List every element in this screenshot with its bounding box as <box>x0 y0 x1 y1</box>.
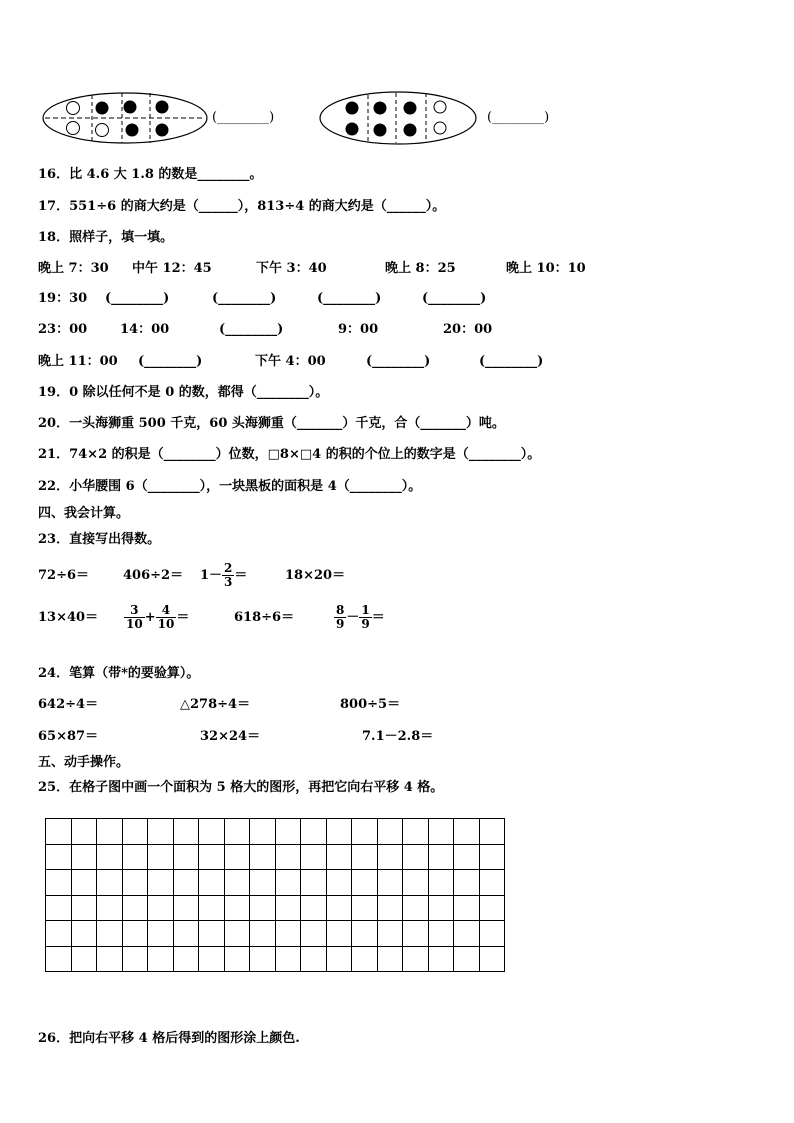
grid-cell[interactable] <box>301 895 327 921</box>
grid-cell[interactable] <box>199 819 225 845</box>
grid-cell[interactable] <box>224 844 250 870</box>
grid-cell[interactable] <box>122 946 148 972</box>
grid-cell[interactable] <box>275 870 301 896</box>
fraction-denominator: 9 <box>336 617 345 631</box>
grid-cell[interactable] <box>326 870 352 896</box>
grid-cell[interactable] <box>71 895 97 921</box>
grid-cell[interactable] <box>479 895 505 921</box>
q18-row1-c5: 晚上 10：10 <box>506 261 586 276</box>
grid-row <box>46 946 505 972</box>
grid-cell[interactable] <box>275 921 301 947</box>
q23-c-prefix: 1－ <box>200 568 223 583</box>
grid-cell[interactable] <box>122 921 148 947</box>
q20-text: 20．一头海狮重 500 千克，60 头海狮重（_______）千克，合（_______）吨。 <box>38 416 505 431</box>
grid-cell[interactable] <box>46 844 72 870</box>
grid-cell[interactable] <box>352 844 378 870</box>
grid-cell[interactable] <box>148 844 174 870</box>
grid-cell[interactable] <box>224 921 250 947</box>
grid-cell[interactable] <box>377 895 403 921</box>
q21-text: 21．74×2 的积是（________）位数，□8×□4 的积的个位上的数字是（________）。 <box>38 447 541 462</box>
q24-item-d: 65×87＝ <box>38 729 99 744</box>
grid-cell[interactable] <box>71 844 97 870</box>
q23-item-c <box>200 554 247 598</box>
grid-cell[interactable] <box>122 895 148 921</box>
grid-cell[interactable] <box>403 819 429 845</box>
grid-cell[interactable] <box>199 844 225 870</box>
grid-cell[interactable] <box>148 921 174 947</box>
q24-title: 24．笔算（带*的要验算）。 <box>38 666 200 681</box>
section-4-heading: 四、我会计算。 <box>38 506 130 521</box>
plus-sign: + <box>144 610 156 625</box>
q23-item-b: 406÷2＝ <box>123 568 184 583</box>
fraction-denominator: 3 <box>224 575 233 589</box>
grid-cell[interactable] <box>46 870 72 896</box>
grid-cell[interactable] <box>250 946 276 972</box>
grid-cell[interactable] <box>454 870 480 896</box>
dot-oval-figure-left <box>40 90 210 150</box>
grid-cell[interactable] <box>428 819 454 845</box>
grid-cell[interactable] <box>428 870 454 896</box>
fraction-denominator: 10 <box>126 617 143 631</box>
q18-row2-c1: 19：30 <box>38 291 88 306</box>
q18-row3-c2: 14：00 <box>120 322 170 337</box>
grid-cell[interactable] <box>250 921 276 947</box>
q18-row3-blank[interactable]: (________) <box>219 322 284 337</box>
grid-cell[interactable] <box>71 870 97 896</box>
grid-cell[interactable] <box>454 819 480 845</box>
q18-row4-c3: 下午 4：00 <box>255 354 326 369</box>
grid-cell[interactable] <box>326 844 352 870</box>
fraction-numerator: 4 <box>156 604 177 618</box>
grid-cell[interactable] <box>199 946 225 972</box>
fraction-four-tenths <box>156 604 177 631</box>
grid-row <box>46 921 505 947</box>
q23-item-d: 18×20＝ <box>285 568 346 583</box>
q23-c-equals: ＝ <box>234 568 248 583</box>
grid-cell[interactable] <box>479 819 505 845</box>
grid-cell[interactable] <box>97 946 123 972</box>
grid-cell[interactable] <box>148 895 174 921</box>
fraction-three-tenths <box>124 604 145 631</box>
grid-cell[interactable] <box>173 844 199 870</box>
q18-row2-blank1[interactable]: (________) <box>105 291 170 306</box>
q18-row1-c4: 晚上 8：25 <box>385 261 456 276</box>
q18-row3-c4: 9：00 <box>338 322 379 337</box>
q23-title: 23．直接写出得数。 <box>38 532 161 547</box>
q18-row3-c1: 23：00 <box>38 322 88 337</box>
grid-cell[interactable] <box>403 870 429 896</box>
grid-cell[interactable] <box>173 819 199 845</box>
grid-cell[interactable] <box>71 819 97 845</box>
grid-cell[interactable] <box>97 870 123 896</box>
q22-text: 22．小华腰围 6（________），一块黑板的面积是 4（________）。 <box>38 479 422 494</box>
q18-row4-blank1[interactable]: (________) <box>138 354 203 369</box>
grid-cell[interactable] <box>71 921 97 947</box>
q23-h-equals: ＝ <box>371 610 385 625</box>
grid-cell[interactable] <box>326 946 352 972</box>
grid-cell[interactable] <box>428 946 454 972</box>
grid-cell[interactable] <box>301 844 327 870</box>
grid-cell[interactable] <box>479 870 505 896</box>
fraction-numerator: 8 <box>336 603 345 617</box>
q24-item-a: 642÷4＝ <box>38 697 99 712</box>
fraction-numerator: 2 <box>224 561 233 575</box>
grid-cell[interactable] <box>479 844 505 870</box>
grid-cell[interactable] <box>352 946 378 972</box>
grid-cell[interactable] <box>454 921 480 947</box>
grid-cell[interactable] <box>352 921 378 947</box>
grid-cell[interactable] <box>326 895 352 921</box>
q24-item-f: 7.1－2.8＝ <box>362 729 434 744</box>
q23-f-equals: ＝ <box>176 610 190 625</box>
grid-cell[interactable] <box>97 819 123 845</box>
grid-cell[interactable] <box>301 870 327 896</box>
q26-text: 26．把向右平移 4 格后得到的图形涂上颜色. <box>38 1031 300 1046</box>
grid-cell[interactable] <box>46 946 72 972</box>
grid-cell[interactable] <box>326 819 352 845</box>
grid-cell[interactable] <box>97 921 123 947</box>
grid-cell[interactable] <box>46 895 72 921</box>
grid-row <box>46 895 505 921</box>
grid-cell[interactable] <box>122 844 148 870</box>
grid-cell[interactable] <box>454 895 480 921</box>
grid-row <box>46 870 505 896</box>
dot-oval-figure-right <box>318 90 478 150</box>
grid-cell[interactable] <box>97 844 123 870</box>
grid-cell[interactable] <box>377 921 403 947</box>
grid-cell[interactable] <box>46 819 72 845</box>
grid-cell[interactable] <box>122 870 148 896</box>
fraction-denominator: 9 <box>361 617 370 631</box>
grid-cell[interactable] <box>122 819 148 845</box>
q23-item-a: 72÷6＝ <box>38 568 90 583</box>
grid-cell[interactable] <box>275 819 301 845</box>
grid-cell[interactable] <box>403 921 429 947</box>
grid-cell[interactable] <box>173 870 199 896</box>
q18-title: 18．照样子，填一填。 <box>38 230 174 245</box>
grid-cell[interactable] <box>199 870 225 896</box>
grid-cell[interactable] <box>173 895 199 921</box>
minus-sign: － <box>346 610 360 625</box>
grid-row <box>46 819 505 845</box>
grid-cell[interactable] <box>224 819 250 845</box>
fraction-eight-ninths <box>334 604 346 631</box>
grid-cell[interactable] <box>352 895 378 921</box>
grid-cell[interactable] <box>403 946 429 972</box>
section-5-heading: 五、动手操作。 <box>38 755 130 770</box>
grid-cell[interactable] <box>148 870 174 896</box>
grid-cell[interactable] <box>301 819 327 845</box>
grid-cell[interactable] <box>250 819 276 845</box>
grid-cell[interactable] <box>199 895 225 921</box>
grid-cell[interactable] <box>454 844 480 870</box>
grid-row <box>46 844 505 870</box>
grid-cell[interactable] <box>71 946 97 972</box>
grid-cell[interactable] <box>403 895 429 921</box>
q18-row3-c5: 20：00 <box>443 322 493 337</box>
q23-item-f <box>124 596 189 640</box>
q23-item-g: 618÷6＝ <box>234 610 295 625</box>
grid-cell[interactable] <box>428 895 454 921</box>
grid-cell[interactable] <box>479 946 505 972</box>
grid-cell[interactable] <box>403 844 429 870</box>
q15-left-blank[interactable]: (________) <box>212 110 275 125</box>
q18-row4-blank3[interactable]: (________) <box>479 354 544 369</box>
q23-item-e: 13×40＝ <box>38 610 99 625</box>
grid-cell[interactable] <box>275 844 301 870</box>
q18-row2-blank2[interactable]: (________) <box>212 291 277 306</box>
grid-cell[interactable] <box>377 844 403 870</box>
grid-cell[interactable] <box>173 921 199 947</box>
grid-cell[interactable] <box>173 946 199 972</box>
grid-cell[interactable] <box>46 921 72 947</box>
q18-row2-blank3[interactable]: (________) <box>317 291 382 306</box>
q24-item-e: 32×24＝ <box>200 729 261 744</box>
grid-cell[interactable] <box>428 921 454 947</box>
q15-right-blank[interactable]: (________) <box>487 110 550 125</box>
grid-cell[interactable] <box>428 844 454 870</box>
grid-cell[interactable] <box>250 895 276 921</box>
q18-row1-c1: 晚上 7：30 <box>38 261 109 276</box>
grid-cell[interactable] <box>250 870 276 896</box>
q18-row4-blank2[interactable]: (________) <box>366 354 431 369</box>
fraction-numerator: 3 <box>124 604 145 618</box>
grid-cell[interactable] <box>224 870 250 896</box>
grid-cell[interactable] <box>97 895 123 921</box>
grid-cell[interactable] <box>352 870 378 896</box>
q23-item-h <box>334 596 385 640</box>
grid-cell[interactable] <box>454 946 480 972</box>
fraction-one-ninth <box>359 604 371 631</box>
grid-cell[interactable] <box>275 946 301 972</box>
q18-row1-c3: 下午 3：40 <box>256 261 327 276</box>
grid-cell[interactable] <box>352 819 378 845</box>
grid-cell[interactable] <box>377 819 403 845</box>
grid-cell[interactable] <box>199 921 225 947</box>
q19-text: 19．0 除以任何不是 0 的数，都得（________）。 <box>38 385 329 400</box>
grid-cell[interactable] <box>224 895 250 921</box>
grid-cell[interactable] <box>301 921 327 947</box>
grid-cell[interactable] <box>148 819 174 845</box>
square-grid[interactable] <box>45 818 505 972</box>
q25-text: 25．在格子图中画一个面积为 5 格大的图形，再把它向右平移 4 格。 <box>38 780 444 795</box>
grid-cell[interactable] <box>224 946 250 972</box>
grid-cell[interactable] <box>148 946 174 972</box>
q17-text: 17．551÷6 的商大约是（______），813÷4 的商大约是（______）。 <box>38 199 446 214</box>
q24-item-b: △278÷4＝ <box>180 697 251 712</box>
q18-row2-blank4[interactable]: (________) <box>422 291 487 306</box>
grid-cell[interactable] <box>479 921 505 947</box>
q18-row4-c1: 晚上 11：00 <box>38 354 118 369</box>
grid-cell[interactable] <box>377 946 403 972</box>
grid-cell[interactable] <box>377 870 403 896</box>
fraction-numerator: 1 <box>361 603 370 617</box>
grid-cell[interactable] <box>250 844 276 870</box>
q16-text: 16．比 4.6 大 1.8 的数是________。 <box>38 167 263 182</box>
q18-row1-c2: 中午 12：45 <box>132 261 212 276</box>
grid-cell[interactable] <box>301 946 327 972</box>
grid-cell[interactable] <box>326 921 352 947</box>
grid-cell[interactable] <box>275 895 301 921</box>
fraction-two-thirds <box>222 562 234 589</box>
q24-item-c: 800÷5＝ <box>340 697 401 712</box>
fraction-denominator: 10 <box>157 617 175 631</box>
